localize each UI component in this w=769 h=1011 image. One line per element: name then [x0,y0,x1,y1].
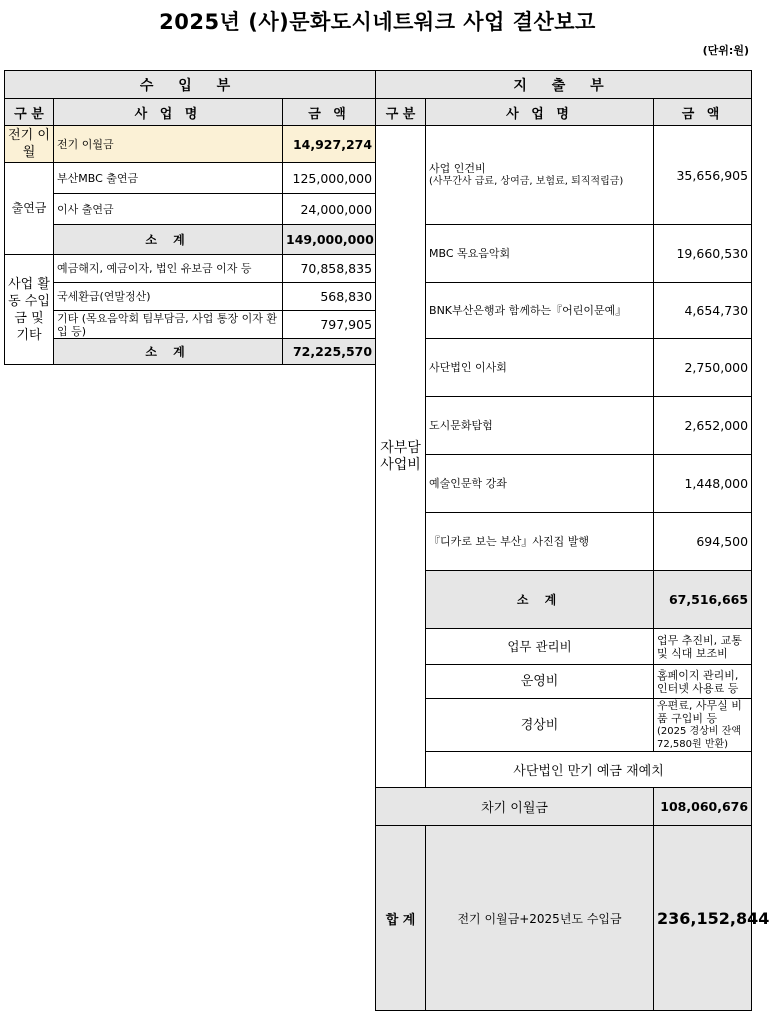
income-total-amount: 236,152,844 [654,826,752,1011]
income-section-header: 수 입 부 [5,71,376,99]
expense-mgmt-name: 업무 추진비, 교통 및 식대 보조비 [654,629,752,665]
income-other-item-1-amount: 568,830 [283,283,376,311]
expense-item-personnel-amount: 35,656,905 [654,126,752,225]
unit-label: (단위:원) [702,44,749,57]
income-other-item-0: 예금해지, 예금이자, 법인 유보금 이자 등 [54,255,283,283]
income-contrib-item-0: 부산MBC 출연금 [54,163,283,194]
expense-self-group: 자부담 사업비 [376,126,426,788]
expense-item-photobook-amount: 694,500 [654,513,752,571]
expense-item-personnel-name: 사업 인건비 [429,162,486,175]
expense-item-lecture-amount: 1,448,000 [654,455,752,513]
income-col-gubun: 구 분 [5,99,54,126]
expense-item-mbc: MBC 목요음악회 [426,225,654,283]
expense-item-photobook: 『디카로 보는 부산』사진집 발행 [426,513,654,571]
income-other-group: 사업 활동 수입금 및 기타 [5,255,54,365]
income-other-subtotal: 72,225,570 [283,339,376,365]
income-total-desc: 전기 이월금+2025년도 수입금 [426,826,654,1011]
expense-mgmt-group: 업무 관리비 [426,629,654,665]
income-other-subtotal-label: 소 계 [54,339,283,365]
income-contrib-group: 출연금 [5,163,54,255]
income-carry-amount: 14,927,274 [283,126,376,163]
income-col-amount: 금 액 [283,99,376,126]
income-contrib-item-0-amount: 125,000,000 [283,163,376,194]
expense-carry-amount: 108,060,676 [654,788,752,826]
income-contrib-subtotal: 149,000,000 [283,225,376,255]
expense-item-mbc-amount: 19,660,530 [654,225,752,283]
expense-item-personnel [426,126,654,225]
expense-item-lecture: 예술인문학 강좌 [426,455,654,513]
income-other-item-0-amount: 70,858,835 [283,255,376,283]
expense-self-subtotal-label: 소 계 [426,571,654,629]
income-other-item-2-amount: 797,905 [283,311,376,339]
income-contrib-item-1-amount: 24,000,000 [283,194,376,225]
expense-item-bnk-amount: 4,654,730 [654,283,752,339]
expense-col-gubun: 구 분 [376,99,426,126]
income-contrib-item-1: 이사 출연금 [54,194,283,225]
expense-item-explore: 도시문화탐험 [426,397,654,455]
income-carry-name: 전기 이월금 [54,126,283,163]
income-contrib-subtotal-label: 소 계 [54,225,283,255]
income-other-item-1: 국세환급(연말정산) [54,283,283,311]
expense-carry-label: 차기 이월금 [376,788,654,826]
income-blank-area [5,365,376,1011]
expense-section-header: 지 출 부 [376,71,752,99]
expense-gs-cell [654,699,752,752]
income-col-name: 사 업 명 [54,99,283,126]
expense-item-bnk: BNK부산은행과 함께하는『어린이문예』 [426,283,654,339]
expense-gs-name: 우편료, 사무실 비품 구입비 등 [657,699,742,725]
expense-item-board: 사단법인 이사회 [426,339,654,397]
expense-ops-group: 운영비 [426,665,654,699]
expense-deposit-label: 사단법인 만기 예금 재예치 [426,752,752,788]
expense-self-subtotal: 67,516,665 [654,571,752,629]
expense-gs-note: (2025 경상비 잔액 72,580원 반환) [657,726,742,750]
income-other-item-2: 기타 (목요음악회 팀부담금, 사업 통장 이자 환입 등) [54,311,283,339]
page-title: 2025년 (사)문화도시네트워크 사업 결산보고 [159,10,596,34]
income-carry-group: 전기 이월 [5,126,54,163]
settlement-table [4,70,769,1011]
expense-item-personnel-note: (사무간사 급료, 상여금, 보험료, 퇴직적립금) [429,176,624,187]
expense-item-explore-amount: 2,652,000 [654,397,752,455]
expense-ops-name: 홈페이지 관리비, 인터넷 사용료 등 [654,665,752,699]
expense-gs-group: 경상비 [426,699,654,752]
expense-item-board-amount: 2,750,000 [654,339,752,397]
income-total-label: 합 계 [376,826,426,1011]
expense-col-name: 사 업 명 [426,99,654,126]
expense-col-amount: 금 액 [654,99,752,126]
